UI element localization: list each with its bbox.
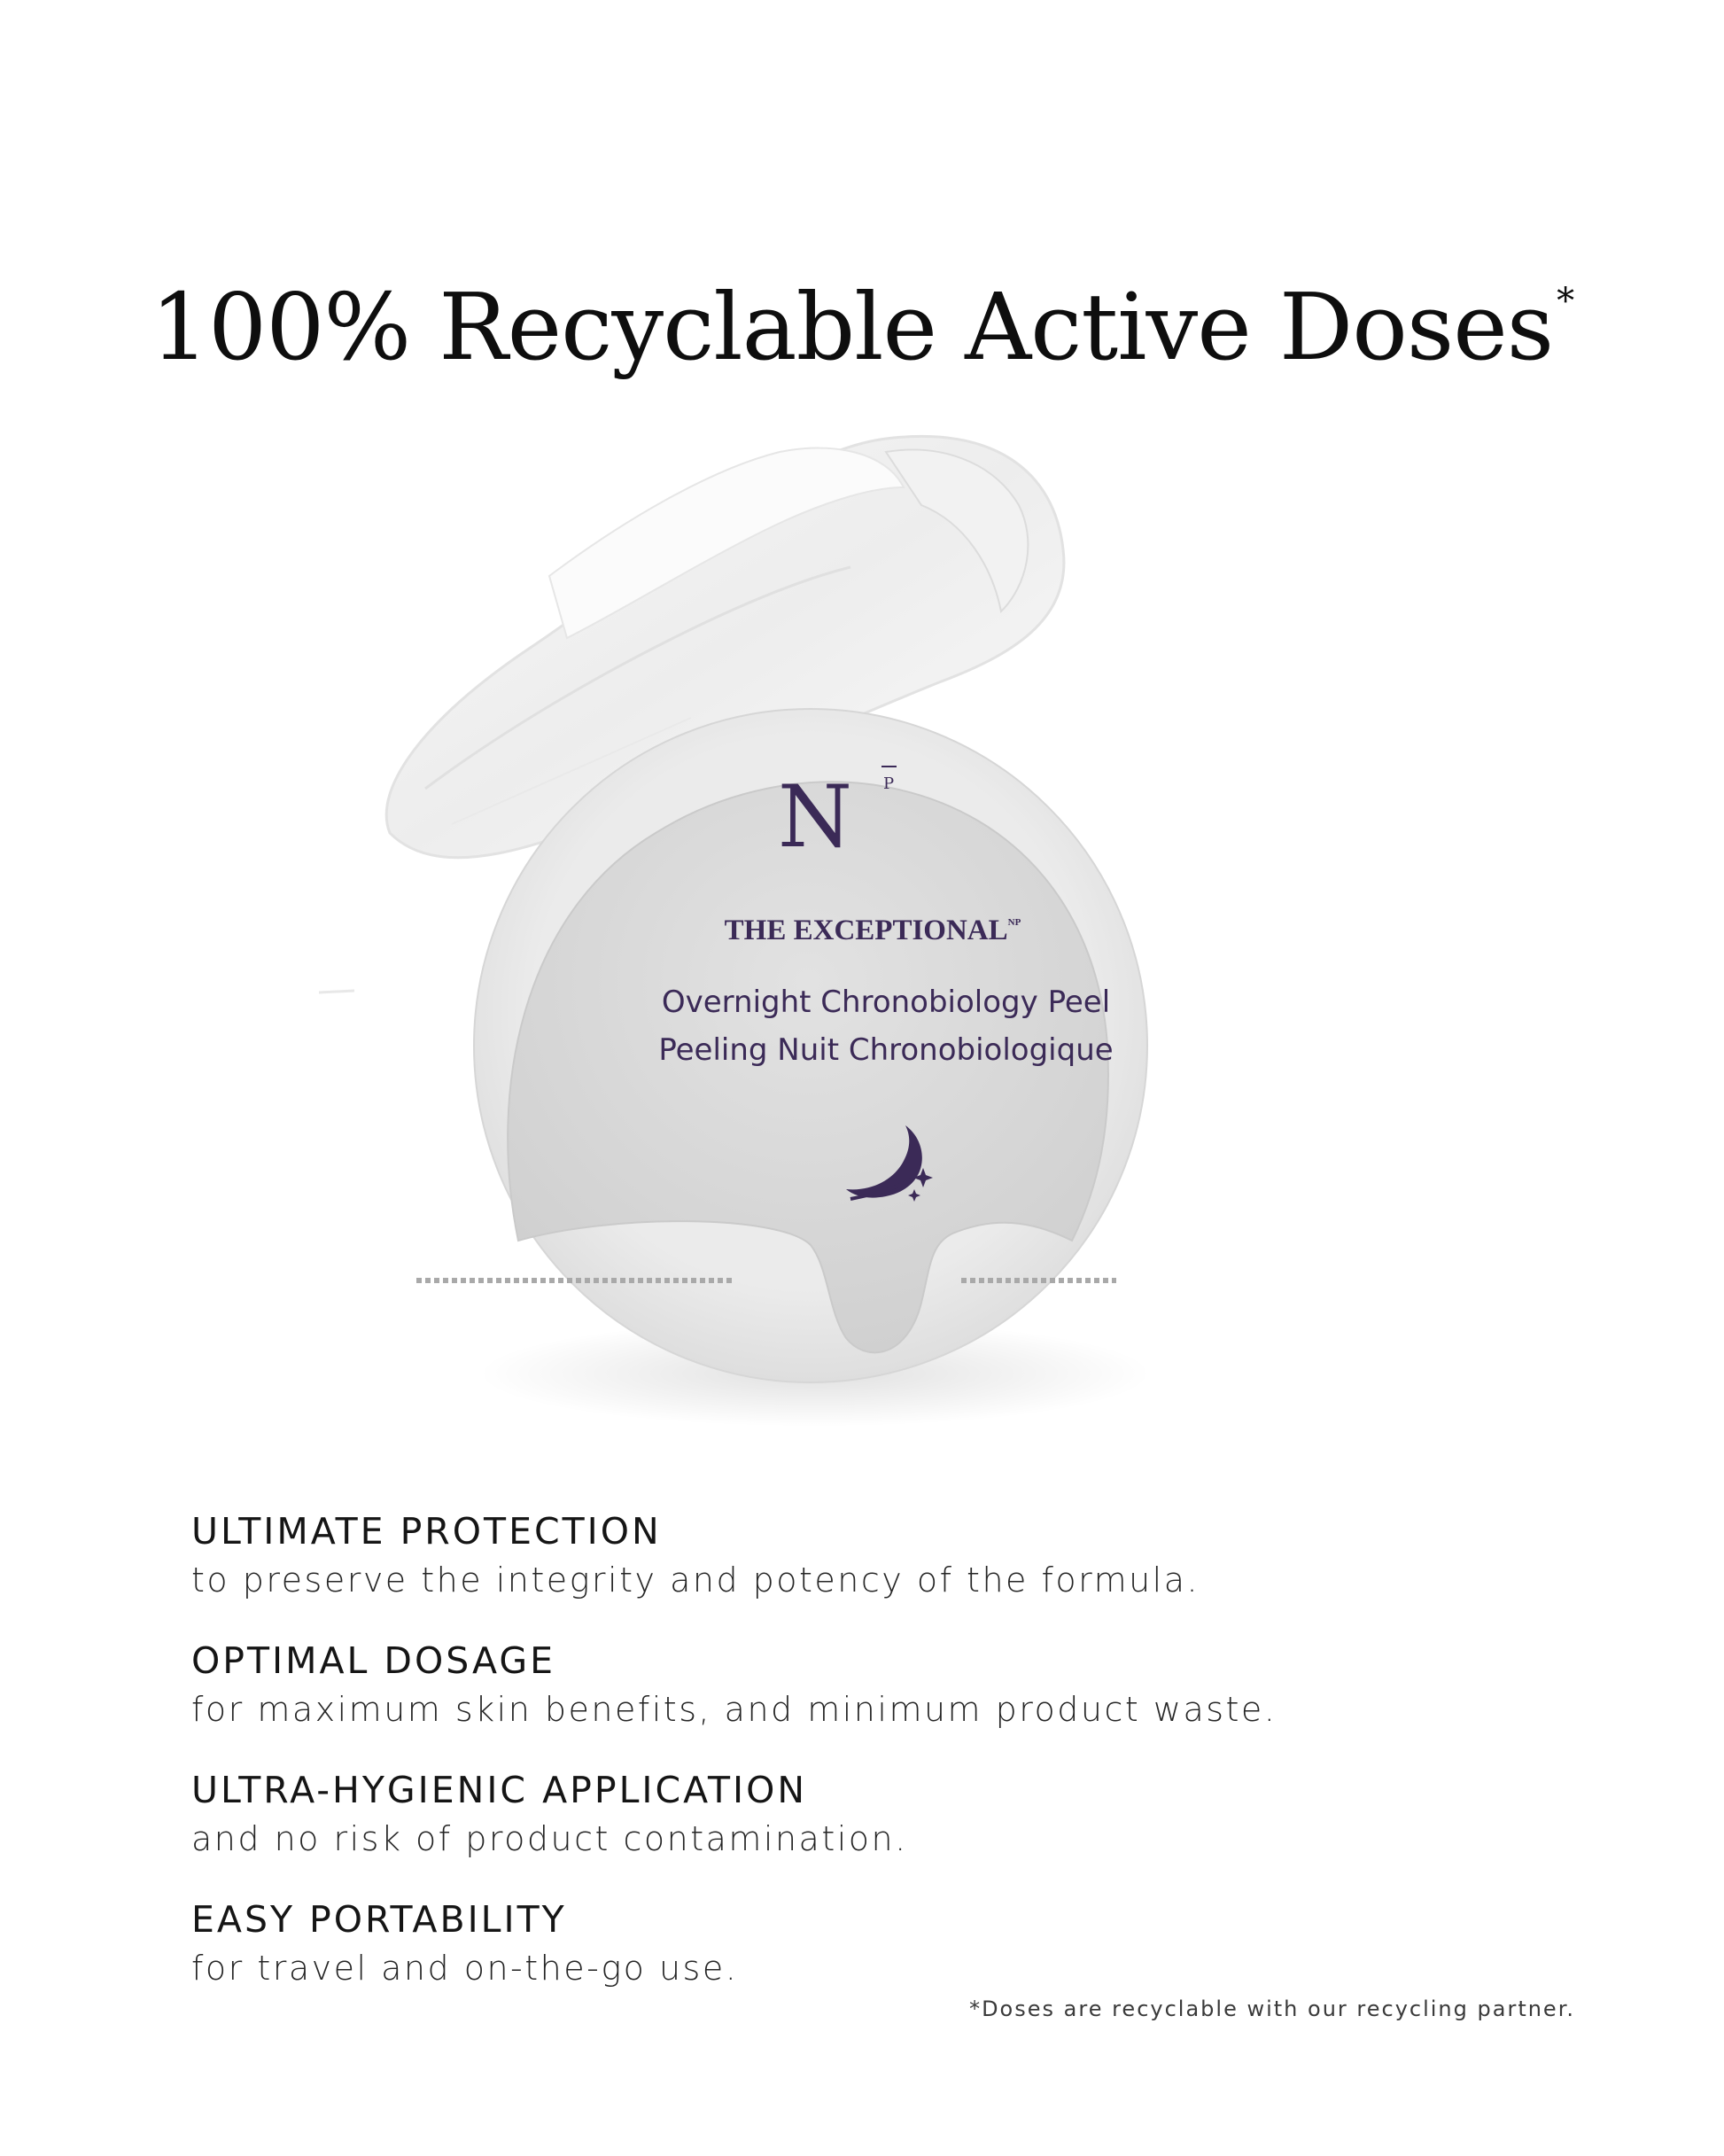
benefit-description: and no risk of product contamination. <box>191 1819 908 1858</box>
benefits-list <box>191 1506 1573 2024</box>
benefit-title: EASY PORTABILITY <box>191 1898 567 1941</box>
benefit-description: for maximum skin benefits, and minimum product waste. <box>191 1690 1277 1729</box>
capsule-line-2: Peeling Nuit Chronobiologique <box>658 1032 1114 1068</box>
benefit-item <box>191 1506 1573 1604</box>
logo-sub: P <box>882 774 895 793</box>
capsule-brand <box>725 915 1021 946</box>
capsule-brand-name: THE EXCEPTIONAL <box>724 915 1008 946</box>
benefit-title: ULTIMATE PROTECTION <box>191 1510 662 1553</box>
product-illustration <box>319 416 1223 1444</box>
benefit-item <box>191 1636 1573 1733</box>
page-title <box>0 273 1724 381</box>
page-title-asterisk: * <box>1557 280 1574 322</box>
page-title-text: 100% Recyclable Active Doses <box>150 272 1554 381</box>
benefit-item <box>191 1895 1573 1992</box>
benefit-description: for travel and on-the-go use. <box>191 1949 739 1988</box>
benefit-item <box>191 1765 1573 1863</box>
benefit-title: OPTIMAL DOSAGE <box>191 1639 556 1682</box>
logo-letter: N <box>778 767 852 867</box>
benefit-title: ULTRA-HYGIENIC APPLICATION <box>191 1769 808 1811</box>
product-image <box>319 416 1223 1444</box>
benefit-description: to preserve the integrity and potency of the formula. <box>191 1561 1200 1599</box>
footnote: *Doses are recyclable with our recycling partner. <box>969 1996 1575 2021</box>
capsule-line-1: Overnight Chronobiology Peel <box>661 985 1111 1020</box>
capsule-brand-mark: NP <box>1007 917 1021 928</box>
